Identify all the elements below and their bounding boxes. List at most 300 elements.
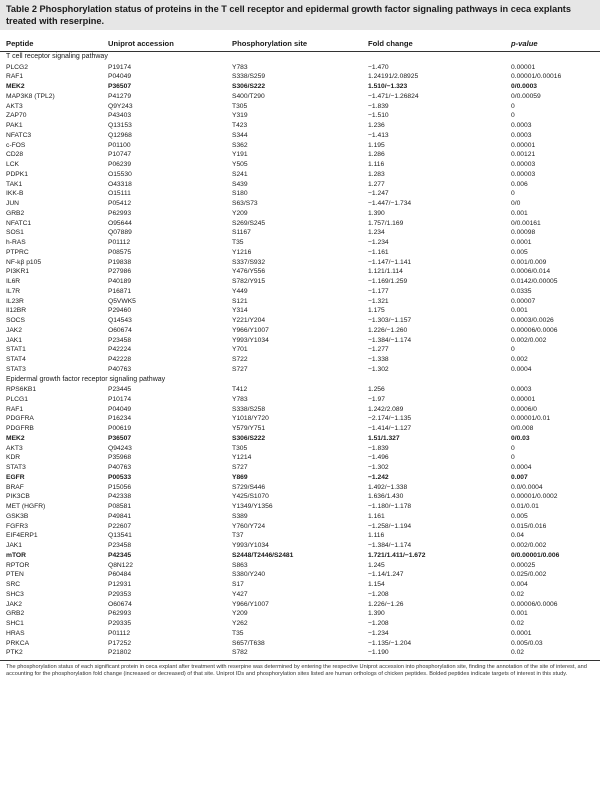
table-row <box>0 189 600 199</box>
peptide-cell: STAT3 <box>6 365 26 373</box>
fold-change-cell: −1.470 <box>368 63 389 71</box>
site-cell: Y993/Y1034 <box>232 542 269 549</box>
fold-change-cell: 1.234 <box>368 229 385 237</box>
table-row <box>0 345 600 355</box>
site-cell: S2448/T2446/S2481 <box>232 551 294 559</box>
fold-change-cell: −1.302 <box>368 365 389 373</box>
site-cell: Y1216 <box>232 248 252 256</box>
table-row <box>0 287 600 297</box>
table-row <box>0 453 600 463</box>
site-cell: Y191 <box>232 151 248 159</box>
fold-change-cell: −1.247 <box>368 190 389 198</box>
uniprot-cell: P60484 <box>108 571 132 579</box>
uniprot-cell: P41279 <box>108 92 132 100</box>
table-row <box>0 131 600 141</box>
peptide-cell: SOS1 <box>6 229 24 237</box>
table-row <box>0 609 600 619</box>
uniprot-cell: P40189 <box>108 278 132 285</box>
table-row <box>0 385 600 395</box>
peptide-cell: JAK2 <box>6 326 22 334</box>
peptide-cell: mTOR <box>6 551 26 559</box>
table-row <box>0 541 600 551</box>
site-cell: Y425/S1070 <box>232 493 269 501</box>
site-cell: Y783 <box>232 63 248 71</box>
p-value-cell: 0 <box>511 190 515 198</box>
table-row <box>0 355 600 365</box>
fold-change-cell: 1.390 <box>368 610 385 618</box>
table-row <box>0 72 600 82</box>
uniprot-cell: P29460 <box>108 307 132 315</box>
table-row <box>0 580 600 590</box>
site-cell: T305 <box>232 444 248 452</box>
p-value-cell: 0.00006/0.0006 <box>511 326 558 334</box>
uniprot-cell: P00533 <box>108 473 132 481</box>
p-value-cell: 0/0.008 <box>511 425 534 432</box>
fold-change-cell: −2.174/−1.135 <box>368 415 412 423</box>
p-value-cell: 0 <box>511 112 515 120</box>
site-cell: S63/S73 <box>232 200 258 207</box>
column-header-pvalue: p-value <box>511 39 538 48</box>
uniprot-cell: P23458 <box>108 542 132 549</box>
site-cell: S782/Y915 <box>232 278 266 285</box>
peptide-cell: PRKCA <box>6 639 30 647</box>
p-value-cell: 0.001/0.009 <box>511 258 547 266</box>
fold-change-cell: −1.839 <box>368 444 389 452</box>
p-value-cell: 0.0335 <box>511 287 532 295</box>
fold-change-cell: 1.226/−1.26 <box>368 600 404 608</box>
fold-change-cell: −1.303/−1.157 <box>368 317 412 324</box>
fold-change-cell: −1.208 <box>368 620 389 627</box>
fold-change-cell: −1.258/−1.194 <box>368 522 412 530</box>
table-row <box>0 365 600 375</box>
fold-change-cell: 1.277 <box>368 180 385 188</box>
uniprot-cell: P23458 <box>108 336 132 344</box>
fold-change-cell: −1.302 <box>368 464 389 471</box>
site-cell: S863 <box>232 561 248 569</box>
fold-change-cell: −1.321 <box>368 297 389 305</box>
uniprot-cell: O15530 <box>108 170 132 178</box>
p-value-cell: 0.02 <box>511 649 525 657</box>
peptide-cell: IKK-B <box>6 190 24 198</box>
fold-change-cell: −1.414/−1.127 <box>368 425 412 432</box>
p-value-cell: 0/0.03 <box>511 434 530 442</box>
table-caption: Table 2 Phosphorylation status of proteins in the T cell receptor and epidermal growth factor signaling pathways in ceca explants treated with reserpine. <box>0 0 600 30</box>
section-title: Epidermal growth factor receptor signaling pathway <box>6 375 166 383</box>
p-value-cell: 0.02 <box>511 620 525 627</box>
uniprot-cell: P00619 <box>108 425 132 432</box>
site-cell: S269/S245 <box>232 219 266 227</box>
peptide-cell: AKT3 <box>6 444 23 452</box>
peptide-cell: HRAS <box>6 629 25 637</box>
fold-change-cell: −1.177 <box>368 287 389 295</box>
peptide-cell: PLCG2 <box>6 63 28 71</box>
fold-change-cell: 1.116 <box>368 161 385 168</box>
uniprot-cell: P29335 <box>108 620 132 627</box>
peptide-cell: NFATC1 <box>6 219 32 227</box>
site-cell: S722 <box>232 356 248 363</box>
table-row <box>0 219 600 229</box>
table-row <box>0 561 600 571</box>
fold-change-cell: 1.24191/2.08925 <box>368 73 419 81</box>
peptide-cell: PDGFRA <box>6 415 34 423</box>
table-row <box>0 306 600 316</box>
peptide-cell: FGFR3 <box>6 522 28 530</box>
peptide-cell: AKT3 <box>6 102 23 110</box>
peptide-cell: BRAF <box>6 483 24 491</box>
site-cell: S727 <box>232 464 248 471</box>
site-cell: Y262 <box>232 620 248 627</box>
peptide-cell: EGFR <box>6 473 25 481</box>
p-value-cell: 0.0142/0.00005 <box>511 278 558 285</box>
section-title: T cell receptor signaling pathway <box>6 53 108 60</box>
p-value-cell: 0/0.0003 <box>511 83 538 90</box>
peptide-cell: JUN <box>6 200 20 207</box>
fold-change-cell: −1.447/−1.734 <box>368 200 412 207</box>
fold-change-cell: 1.121/1.114 <box>368 268 403 276</box>
site-cell: Y209 <box>232 209 248 217</box>
peptide-cell: SOCS <box>6 317 25 324</box>
site-cell: Y701 <box>232 346 248 354</box>
peptide-cell: JAK1 <box>6 542 22 549</box>
uniprot-cell: P01112 <box>108 239 131 246</box>
table-row <box>0 424 600 434</box>
fold-change-cell: 1.636/1.430 <box>368 493 404 501</box>
site-cell: Y209 <box>232 610 248 618</box>
peptide-cell: Il12BR <box>6 307 27 315</box>
table-row <box>0 414 600 424</box>
fold-change-cell: 1.390 <box>368 209 385 217</box>
p-value-cell: 0.005 <box>511 248 528 256</box>
table-row <box>0 150 600 160</box>
table-row <box>0 267 600 277</box>
site-cell: T305 <box>232 102 248 110</box>
site-cell: Y783 <box>232 395 248 403</box>
fold-change-cell: 1.161 <box>368 512 385 520</box>
uniprot-cell: P12931 <box>108 581 132 588</box>
site-cell: S306/S222 <box>232 83 266 90</box>
site-cell: Y476/Y556 <box>232 268 266 276</box>
fold-change-cell: −1.97 <box>368 395 385 403</box>
fold-change-cell: −1.135/−1.204 <box>368 639 412 647</box>
uniprot-cell: Q14543 <box>108 317 132 324</box>
site-cell: Y505 <box>232 161 248 168</box>
peptide-cell: PLCG1 <box>6 395 28 403</box>
uniprot-cell: Q94243 <box>108 444 132 452</box>
site-cell: Y869 <box>232 473 248 481</box>
site-cell: Y1349/Y1356 <box>232 503 273 510</box>
peptide-cell: JAK1 <box>6 336 22 344</box>
site-cell: S389 <box>232 512 248 520</box>
p-value-cell: 0.002 <box>511 356 528 363</box>
peptide-cell: RPS6KB1 <box>6 386 37 393</box>
site-cell: S338/S258 <box>232 405 266 413</box>
fold-change-cell: −1.234 <box>368 629 389 637</box>
peptide-cell: IL23R <box>6 297 24 305</box>
site-cell: S1167 <box>232 229 251 237</box>
p-value-cell: 0.0003 <box>511 131 532 139</box>
peptide-cell: JAK2 <box>6 600 22 608</box>
table-row <box>0 648 600 658</box>
column-header-uniprot: Uniprot accession <box>108 39 174 48</box>
peptide-cell: GRB2 <box>6 610 25 618</box>
peptide-cell: IL6R <box>6 278 21 285</box>
site-cell: T35 <box>232 629 244 637</box>
table-row <box>0 434 600 444</box>
fold-change-cell: −1.277 <box>368 346 389 354</box>
uniprot-cell: Q9Y243 <box>108 102 133 110</box>
table-row <box>0 121 600 131</box>
table-row <box>0 297 600 307</box>
site-cell: S782 <box>232 649 248 657</box>
p-value-cell: 0.005 <box>511 512 528 520</box>
site-cell: S400/T290 <box>232 92 265 100</box>
peptide-cell: GRB2 <box>6 209 25 217</box>
peptide-cell: ZAP70 <box>6 112 27 120</box>
site-cell: S439 <box>232 180 248 188</box>
p-value-cell: 0.00001/0.00016 <box>511 73 562 81</box>
fold-change-cell: 1.286 <box>368 151 385 159</box>
table-row <box>0 238 600 248</box>
uniprot-cell: P06239 <box>108 161 132 168</box>
p-value-cell: 0.00003 <box>511 170 536 178</box>
uniprot-cell: Q12968 <box>108 131 132 139</box>
p-value-cell: 0 <box>511 102 515 110</box>
p-value-cell: 0.00006/0.0006 <box>511 600 558 608</box>
uniprot-cell: P04049 <box>108 73 132 81</box>
p-value-cell: 0.00001/0.01 <box>511 415 551 423</box>
p-value-cell: 0/0 <box>511 200 521 207</box>
column-header-peptide: Peptide <box>6 39 34 48</box>
site-cell: Y579/Y751 <box>232 425 266 432</box>
table-row <box>0 395 600 405</box>
fold-change-cell: −1.242 <box>368 473 389 481</box>
fold-change-cell: 1.226/−1.260 <box>368 326 408 334</box>
table-row <box>0 277 600 287</box>
table-row <box>0 590 600 600</box>
p-value-cell: 0.0003 <box>511 122 532 129</box>
uniprot-cell: P10174 <box>108 395 132 403</box>
uniprot-cell: P40763 <box>108 464 132 471</box>
site-cell: S729/S446 <box>232 483 266 491</box>
site-cell: Y966/Y1007 <box>232 600 269 608</box>
site-cell: S180 <box>232 190 248 198</box>
peptide-cell: PDPK1 <box>6 170 28 178</box>
peptide-cell: STAT4 <box>6 356 26 363</box>
p-value-cell: 0.001 <box>511 307 528 315</box>
p-value-cell: 0/0.00001/0.006 <box>511 551 560 559</box>
uniprot-cell: P16871 <box>108 287 132 295</box>
peptide-cell: MET (HGFR) <box>6 503 46 510</box>
uniprot-cell: P42228 <box>108 356 132 363</box>
table-row <box>0 639 600 649</box>
uniprot-cell: P19838 <box>108 258 132 266</box>
table-row <box>0 102 600 112</box>
p-value-cell: 0 <box>511 346 515 354</box>
p-value-cell: 0.00001/0.0002 <box>511 493 558 501</box>
table-row <box>0 463 600 473</box>
p-value-cell: 0.00025 <box>511 561 536 569</box>
fold-change-cell: 1.236 <box>368 122 385 129</box>
fold-change-cell: −1.169/1.259 <box>368 278 408 285</box>
p-value-cell: 0.00098 <box>511 229 536 237</box>
column-header-fold: Fold change <box>368 39 413 48</box>
peptide-cell: SRC <box>6 581 21 588</box>
fold-change-cell: 1.492/−1.338 <box>368 483 408 491</box>
site-cell: S306/S222 <box>232 434 266 442</box>
table-row <box>0 492 600 502</box>
uniprot-cell: Q13541 <box>108 532 132 540</box>
p-value-cell: 0.005/0.03 <box>511 639 543 647</box>
site-cell: T412 <box>232 386 248 393</box>
site-cell: T37 <box>232 532 244 540</box>
p-value-cell: 0.0006/0.014 <box>511 268 551 276</box>
table-row <box>0 258 600 268</box>
uniprot-cell: P16234 <box>108 415 132 423</box>
p-value-cell: 0.0001 <box>511 629 532 637</box>
site-cell: Y1214 <box>232 454 252 462</box>
site-cell: S17 <box>232 581 244 588</box>
site-cell: S241 <box>232 170 248 178</box>
table-row <box>0 326 600 336</box>
fold-change-cell: 1.510/−1.323 <box>368 83 408 90</box>
fold-change-cell: −1.510 <box>368 112 389 120</box>
uniprot-cell: P08575 <box>108 248 132 256</box>
site-cell: Y993/Y1034 <box>232 336 269 344</box>
fold-change-cell: 1.283 <box>368 170 385 178</box>
fold-change-cell: 1.175 <box>368 307 385 315</box>
uniprot-cell: O95644 <box>108 219 132 227</box>
uniprot-cell: O60674 <box>108 326 132 334</box>
fold-change-cell: 1.242/2.089 <box>368 405 404 413</box>
peptide-cell: h-RAS <box>6 239 26 246</box>
table-row <box>0 63 600 73</box>
table-row <box>0 570 600 580</box>
peptide-cell: PI3KR1 <box>6 268 30 276</box>
fold-change-cell: 1.154 <box>368 581 385 588</box>
table-row <box>0 248 600 258</box>
peptide-cell: RPTOR <box>6 561 30 569</box>
table-row <box>0 170 600 180</box>
uniprot-cell: P42338 <box>108 493 132 501</box>
uniprot-cell: P29353 <box>108 590 132 598</box>
uniprot-cell: P35968 <box>108 454 132 462</box>
peptide-cell: NF-kβ p105 <box>6 258 42 266</box>
uniprot-cell: P08581 <box>108 503 132 510</box>
p-value-cell: 0.0003 <box>511 386 532 393</box>
peptide-cell: IL7R <box>6 287 21 295</box>
p-value-cell: 0.00121 <box>511 151 536 159</box>
peptide-cell: PTK2 <box>6 649 23 657</box>
fold-change-cell: −1.190 <box>368 649 389 657</box>
p-value-cell: 0.006 <box>511 180 528 188</box>
peptide-cell: CD28 <box>6 151 24 159</box>
uniprot-cell: P42345 <box>108 551 132 559</box>
peptide-cell: MEK2 <box>6 83 25 90</box>
peptide-cell: KDR <box>6 454 21 462</box>
peptide-cell: NFATC3 <box>6 131 32 139</box>
uniprot-cell: Q8N122 <box>108 561 133 569</box>
fold-change-cell: 1.195 <box>368 141 385 149</box>
peptide-cell: RAF1 <box>6 405 24 413</box>
p-value-cell: 0.015/0.016 <box>511 522 547 530</box>
p-value-cell: 0.002/0.002 <box>511 542 547 549</box>
uniprot-cell: P05412 <box>108 200 132 207</box>
table-row <box>0 600 600 610</box>
site-cell: S344 <box>232 131 248 139</box>
fold-change-cell: −1.208 <box>368 590 389 598</box>
peptide-cell: c-FOS <box>6 141 26 149</box>
p-value-cell: 0.01/0.01 <box>511 503 539 510</box>
table-row <box>0 551 600 561</box>
peptide-cell: RAF1 <box>6 73 24 81</box>
site-cell: Y221/Y204 <box>232 317 266 324</box>
table-row <box>0 483 600 493</box>
table-row <box>0 336 600 346</box>
site-cell: S727 <box>232 365 248 373</box>
site-cell: Y319 <box>232 112 248 120</box>
peptide-cell: PTPRC <box>6 248 29 256</box>
fold-change-cell: −1.496 <box>368 454 389 462</box>
table-row <box>0 444 600 454</box>
peptide-cell: TAK1 <box>6 180 23 188</box>
p-value-cell: 0.007 <box>511 473 528 481</box>
table-row <box>0 160 600 170</box>
peptide-cell: STAT3 <box>6 464 26 471</box>
fold-change-cell: 1.51/1.327 <box>368 434 400 442</box>
p-value-cell: 0.00003 <box>511 161 536 168</box>
uniprot-cell: P01100 <box>108 141 131 149</box>
site-cell: Y1018/Y720 <box>232 415 269 423</box>
table-row <box>0 502 600 512</box>
uniprot-cell: P17252 <box>108 639 132 647</box>
table-footnote: The phosphorylation status of each significant protein in ceca explant after treatment with reserpine was determined by entering the respective Uniprot accession into phosphorylation site, finding the annotation of the site of interest, and accounting for the phosphorylation fold change (increased or decreased) of that site. Uniprot IDs and phosphorylation sites listed are human orthologs of chicken peptides. Bolded peptides indicate targets of interest in this study. <box>6 664 587 678</box>
table-row <box>0 209 600 219</box>
uniprot-cell: P19174 <box>108 63 132 71</box>
uniprot-cell: P42224 <box>108 346 132 354</box>
uniprot-cell: P04049 <box>108 405 132 413</box>
uniprot-cell: P22607 <box>108 522 132 530</box>
table-row <box>0 405 600 415</box>
fold-change-cell: −1.161 <box>368 248 389 256</box>
p-value-cell: 0.025/0.002 <box>511 571 547 579</box>
fold-change-cell: −1.384/−1.174 <box>368 336 412 344</box>
peptide-cell: PDGFRB <box>6 425 34 432</box>
fold-change-cell: −1.413 <box>368 131 389 139</box>
uniprot-cell: O15111 <box>108 190 131 198</box>
p-value-cell: 0.0001 <box>511 239 532 246</box>
peptide-cell: SHC1 <box>6 620 24 627</box>
uniprot-cell: P62993 <box>108 209 132 217</box>
site-cell: Y314 <box>232 307 248 315</box>
site-cell: Y449 <box>232 287 248 295</box>
site-cell: Y760/Y724 <box>232 522 266 530</box>
p-value-cell: 0.0004 <box>511 365 532 373</box>
uniprot-cell: O60674 <box>108 600 132 608</box>
p-value-cell: 0.001 <box>511 209 528 217</box>
table-row <box>0 316 600 326</box>
table-row <box>0 629 600 639</box>
peptide-cell: SHC3 <box>6 590 24 598</box>
p-value-cell: 0.004 <box>511 581 528 588</box>
fold-change-cell: −1.338 <box>368 356 389 363</box>
table-row <box>0 82 600 92</box>
table-row <box>0 199 600 209</box>
uniprot-cell: P36507 <box>108 434 132 442</box>
uniprot-cell: Q07889 <box>108 229 132 237</box>
table-row <box>0 141 600 151</box>
uniprot-cell: P10747 <box>108 151 132 159</box>
p-value-cell: 0.02 <box>511 590 525 598</box>
